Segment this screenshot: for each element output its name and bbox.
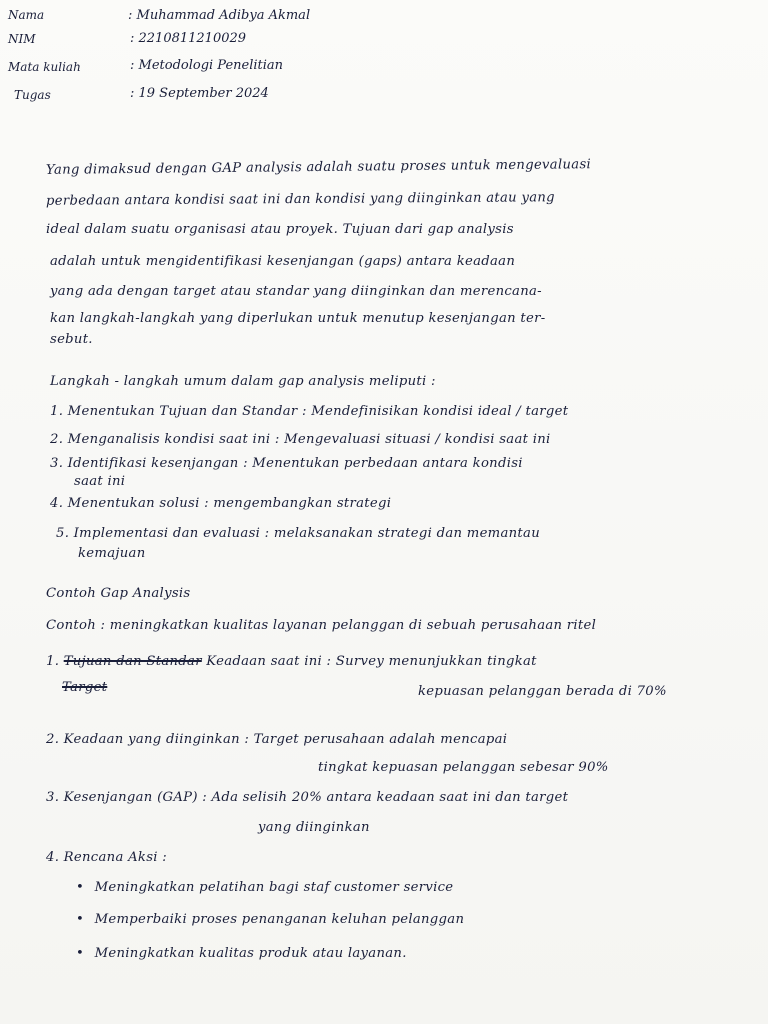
nama-value: : Muhammad Adibya Akmal — [128, 8, 311, 23]
example-item-1-text: Keadaan saat ini : Survey menunjukkan tingkat — [206, 654, 537, 669]
step-item: saat ini — [74, 474, 126, 489]
step-item: 1. Menentukan Tujuan dan Standar : Mendefinisikan kondisi ideal / target — [50, 404, 569, 419]
action-item-text: Meningkatkan pelatihan bagi staf customer service — [94, 880, 454, 895]
example-item-2: 2. Keadaan yang diinginkan : Target perusahaan adalah mencapai — [46, 732, 508, 747]
bullet-icon: • — [76, 880, 85, 895]
nim-label: NIM — [8, 32, 36, 46]
steps-title: Langkah - langkah umum dalam gap analysis meliputi : — [50, 374, 436, 389]
example-intro: Contoh : meningkatkan kualitas layanan pelanggan di sebuah perusahaan ritel — [46, 618, 597, 633]
intro-line: yang ada dengan target atau standar yang diinginkan dan merencana- — [50, 284, 542, 299]
intro-line: ideal dalam suatu organisasi atau proyek. Tujuan dari gap analysis — [46, 222, 514, 237]
action-item-text: Memperbaiki proses penanganan keluhan pelanggan — [94, 912, 465, 927]
step-item: 5. Implementasi dan evaluasi : melaksanakan strategi dan memantau — [56, 526, 540, 541]
intro-line: adalah untuk mengidentifikasi kesenjangan (gaps) antara keadaan — [50, 254, 516, 269]
intro-line: kan langkah-langkah yang diperlukan untuk menutup kesenjangan ter- — [50, 311, 546, 326]
action-item — [76, 946, 407, 961]
step-item: 4. Menentukan solusi : mengembangkan strategi — [50, 496, 392, 511]
example-item-2-cont: tingkat kepuasan pelanggan sebesar 90% — [318, 760, 609, 775]
bullet-icon: • — [76, 912, 85, 927]
nama-label: Nama — [8, 8, 45, 22]
step-item: kemajuan — [78, 546, 146, 561]
example-item-1-cont: kepuasan pelanggan berada di 70% — [418, 684, 667, 699]
nim-value: : 2210811210029 — [130, 31, 247, 46]
step-item: 2. Menganalisis kondisi saat ini : Mengevaluasi situasi / kondisi saat ini — [50, 432, 551, 447]
step-item: 3. Identifikasi kesenjangan : Menentukan perbedaan antara kondisi — [50, 456, 523, 471]
intro-line: sebut. — [50, 332, 93, 347]
bullet-icon: • — [76, 946, 85, 961]
action-item-text: Meningkatkan kualitas produk atau layanan. — [94, 946, 407, 961]
matkul-label: Mata kuliah — [8, 60, 81, 74]
example-item-1-number: 1. — [46, 654, 60, 669]
example-item-1 — [46, 654, 537, 669]
matkul-value: : Metodologi Penelitian — [130, 58, 284, 73]
example-item-3-cont: yang diinginkan — [258, 820, 370, 835]
example-title: Contoh Gap Analysis — [46, 586, 191, 601]
action-item — [76, 912, 464, 927]
example-item-4: 4. Rencana Aksi : — [46, 850, 168, 865]
intro-line: perbedaan antara kondisi saat ini dan kondisi yang diinginkan atau yang — [45, 190, 555, 209]
tugas-value: : 19 September 2024 — [130, 86, 269, 101]
intro-line: Yang dimaksud dengan GAP analysis adalah suatu proses untuk mengevaluasi — [45, 157, 592, 178]
example-item-3: 3. Kesenjangan (GAP) : Ada selisih 20% antara keadaan saat ini dan target — [46, 790, 569, 805]
struck-text: Target — [62, 680, 108, 695]
struck-text: Tujuan dan Standar — [63, 654, 202, 669]
action-item — [76, 880, 453, 895]
tugas-label: Tugas — [14, 88, 51, 102]
